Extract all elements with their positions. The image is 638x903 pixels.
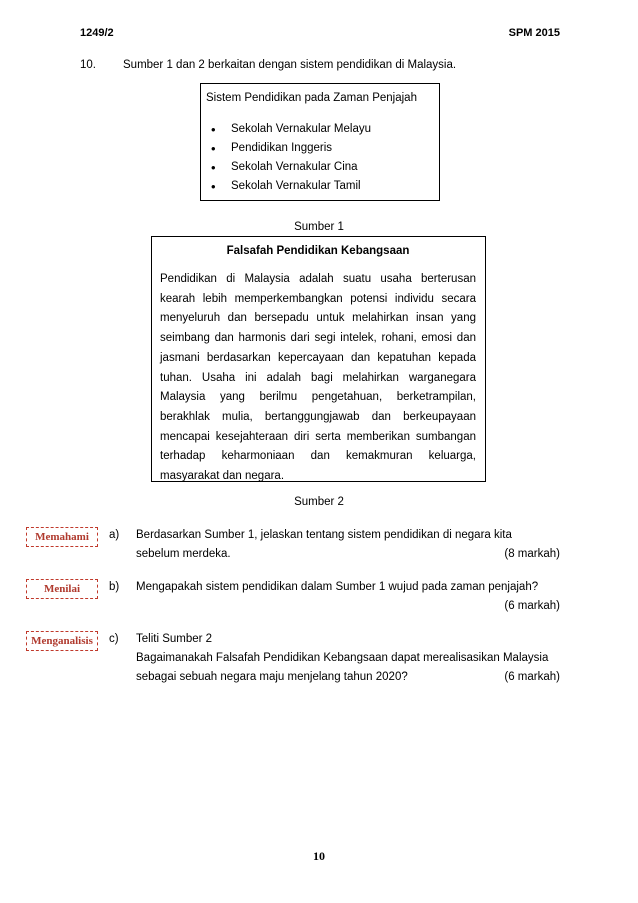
source2-caption: Sumber 2 — [294, 496, 344, 508]
part-a-label: a) — [109, 529, 120, 541]
source2-box — [151, 236, 486, 482]
skill-tag-menilai: Menilai — [26, 579, 98, 599]
paragraph-line: masyarakat dan negara. — [160, 470, 285, 483]
part-c-question: Bagaimanakah Falsafah Pendidikan Kebangsaan dapat merealisasikan Malaysia — [136, 652, 549, 664]
paragraph-line: mencapai kesejahteraan diri serta memberikan sumbangan — [160, 430, 476, 443]
paragraph-line: terhadap keharmoniaan dan kemakmuran keluarga, — [160, 450, 476, 463]
paragraph-line: jasmani berdasarkan kepercayaan dan kepatuhan kepada — [160, 351, 476, 364]
part-c-label: c) — [109, 633, 119, 645]
part-c-question-cont: sebagai sebuah negara maju menjelang tahun 2020? — [136, 671, 408, 683]
skill-tag-memahami: Memahami — [26, 527, 98, 547]
paragraph-line: berakhlak mulia, bertanggungjawab dan berkeupayaan — [160, 410, 476, 423]
paragraph-line: Pendidikan di Malaysia adalah suatu usaha berterusan — [160, 273, 476, 285]
source1-list — [206, 120, 434, 196]
header-code: 1249/2 — [80, 27, 114, 39]
part-a-question-cont: sebelum merdeka. — [136, 548, 231, 560]
paragraph-line: kearah lebih memperkembangkan potensi individu secara — [160, 292, 476, 305]
source1-caption: Sumber 1 — [294, 221, 344, 233]
question-intro: Sumber 1 dan 2 berkaitan dengan sistem pendidikan di Malaysia. — [123, 59, 457, 71]
list-item: • Sekolah Vernakular Melayu — [206, 120, 434, 139]
part-b-question: Mengapakah sistem pendidikan dalam Sumber 1 wujud pada zaman penjajah? — [136, 581, 539, 593]
skill-tag-menganalisis: Menganalisis — [26, 631, 98, 651]
header-exam: SPM 2015 — [508, 27, 560, 39]
source1-box — [200, 83, 440, 201]
page-number: 10 — [313, 849, 325, 863]
part-b-label: b) — [109, 581, 120, 593]
part-a-question: Berdasarkan Sumber 1, jelaskan tentang sistem pendidikan di negara kita — [136, 529, 512, 541]
paragraph-line: seimbang dan harmonis dari segi intelek, rohani, emosi dan — [160, 332, 476, 345]
paragraph-line: Malaysia yang berilmu pengetahuan, berketrampilan, — [160, 391, 476, 404]
part-c-marks: (6 markah) — [504, 671, 560, 683]
paragraph-line: tuhan. Usaha ini adalah bagi melahirkan warganegara — [160, 371, 476, 384]
source1-title: Sistem Pendidikan pada Zaman Penjajah — [206, 92, 417, 104]
source2-title: Falsafah Pendidikan Kebangsaan — [226, 245, 410, 257]
list-item: • Pendidikan Inggeris — [206, 139, 434, 158]
part-a-marks: (8 markah) — [504, 548, 560, 560]
list-item: • Sekolah Vernakular Cina — [206, 158, 434, 177]
paragraph-line: menyeluruh dan bersepadu untuk melahirkan insan yang — [160, 312, 476, 325]
part-b-marks: (6 markah) — [504, 600, 560, 612]
source2-paragraph — [160, 270, 476, 487]
question-number: 10. — [80, 59, 96, 71]
part-c-instruction: Teliti Sumber 2 — [136, 633, 213, 645]
list-item: • Sekolah Vernakular Tamil — [206, 177, 434, 196]
